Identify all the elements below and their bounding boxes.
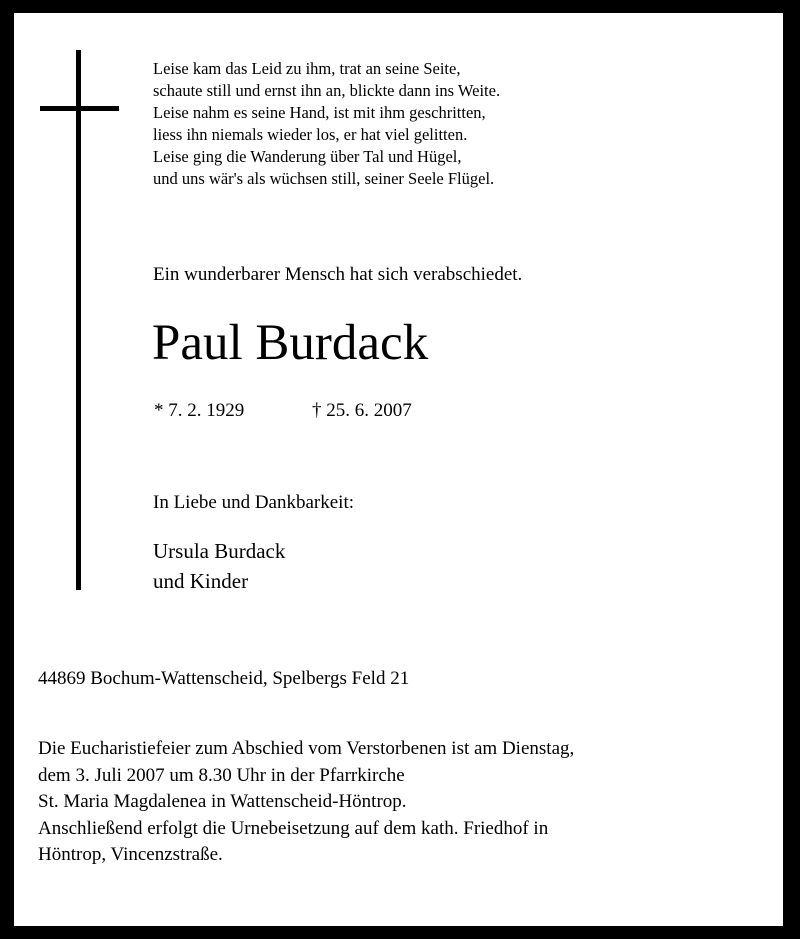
service-line: dem 3. Juli 2007 um 8.30 Uhr in der Pfarrkirche [38, 764, 405, 786]
signers [153, 536, 285, 596]
service-line: Die Eucharistiefeier zum Abschied vom Verstorbenen ist am Dienstag, [38, 738, 575, 759]
poem-line: Leise kam das Leid zu ihm, trat an seine Seite, [153, 59, 461, 78]
poem [153, 58, 673, 190]
poem-line: und uns wär's als wüchsen still, seiner Seele Flügel. [153, 169, 495, 188]
cross-vertical-bar [76, 50, 81, 590]
birth-date: * 7. 2. 1929 [154, 400, 245, 421]
service-line: Höntrop, Vincenzstraße. [38, 844, 223, 865]
deceased-name: Paul Burdack [152, 315, 429, 371]
signer-name: Ursula Burdack [153, 539, 286, 563]
address: 44869 Bochum-Wattenscheid, Spelbergs Feld 21 [38, 668, 410, 689]
thanks-heading: In Liebe und Dankbarkeit: [153, 492, 355, 513]
poem-line: Leise ging die Wanderung über Tal und Hügel, [153, 147, 462, 166]
service-line: St. Maria Magdalenea in Wattenscheid-Höntrop. [38, 791, 407, 812]
signer-name: und Kinder [153, 569, 249, 593]
poem-line: schaute still und ernst ihn an, blickte dann ins Weite. [153, 81, 501, 100]
cross-horizontal-bar [40, 106, 119, 111]
poem-line: Leise nahm es seine Hand, ist mit ihm geschritten, [153, 103, 486, 122]
poem-line: liess ihn niemals wieder los, er hat viel gelitten. [153, 125, 468, 144]
service-line: Anschließend erfolgt die Urnebeisetzung auf dem kath. Friedhof in [38, 817, 549, 839]
service-notice [38, 736, 574, 869]
death-date: † 25. 6. 2007 [312, 400, 412, 421]
intro-text: Ein wunderbarer Mensch hat sich verabschiedet. [153, 264, 523, 285]
